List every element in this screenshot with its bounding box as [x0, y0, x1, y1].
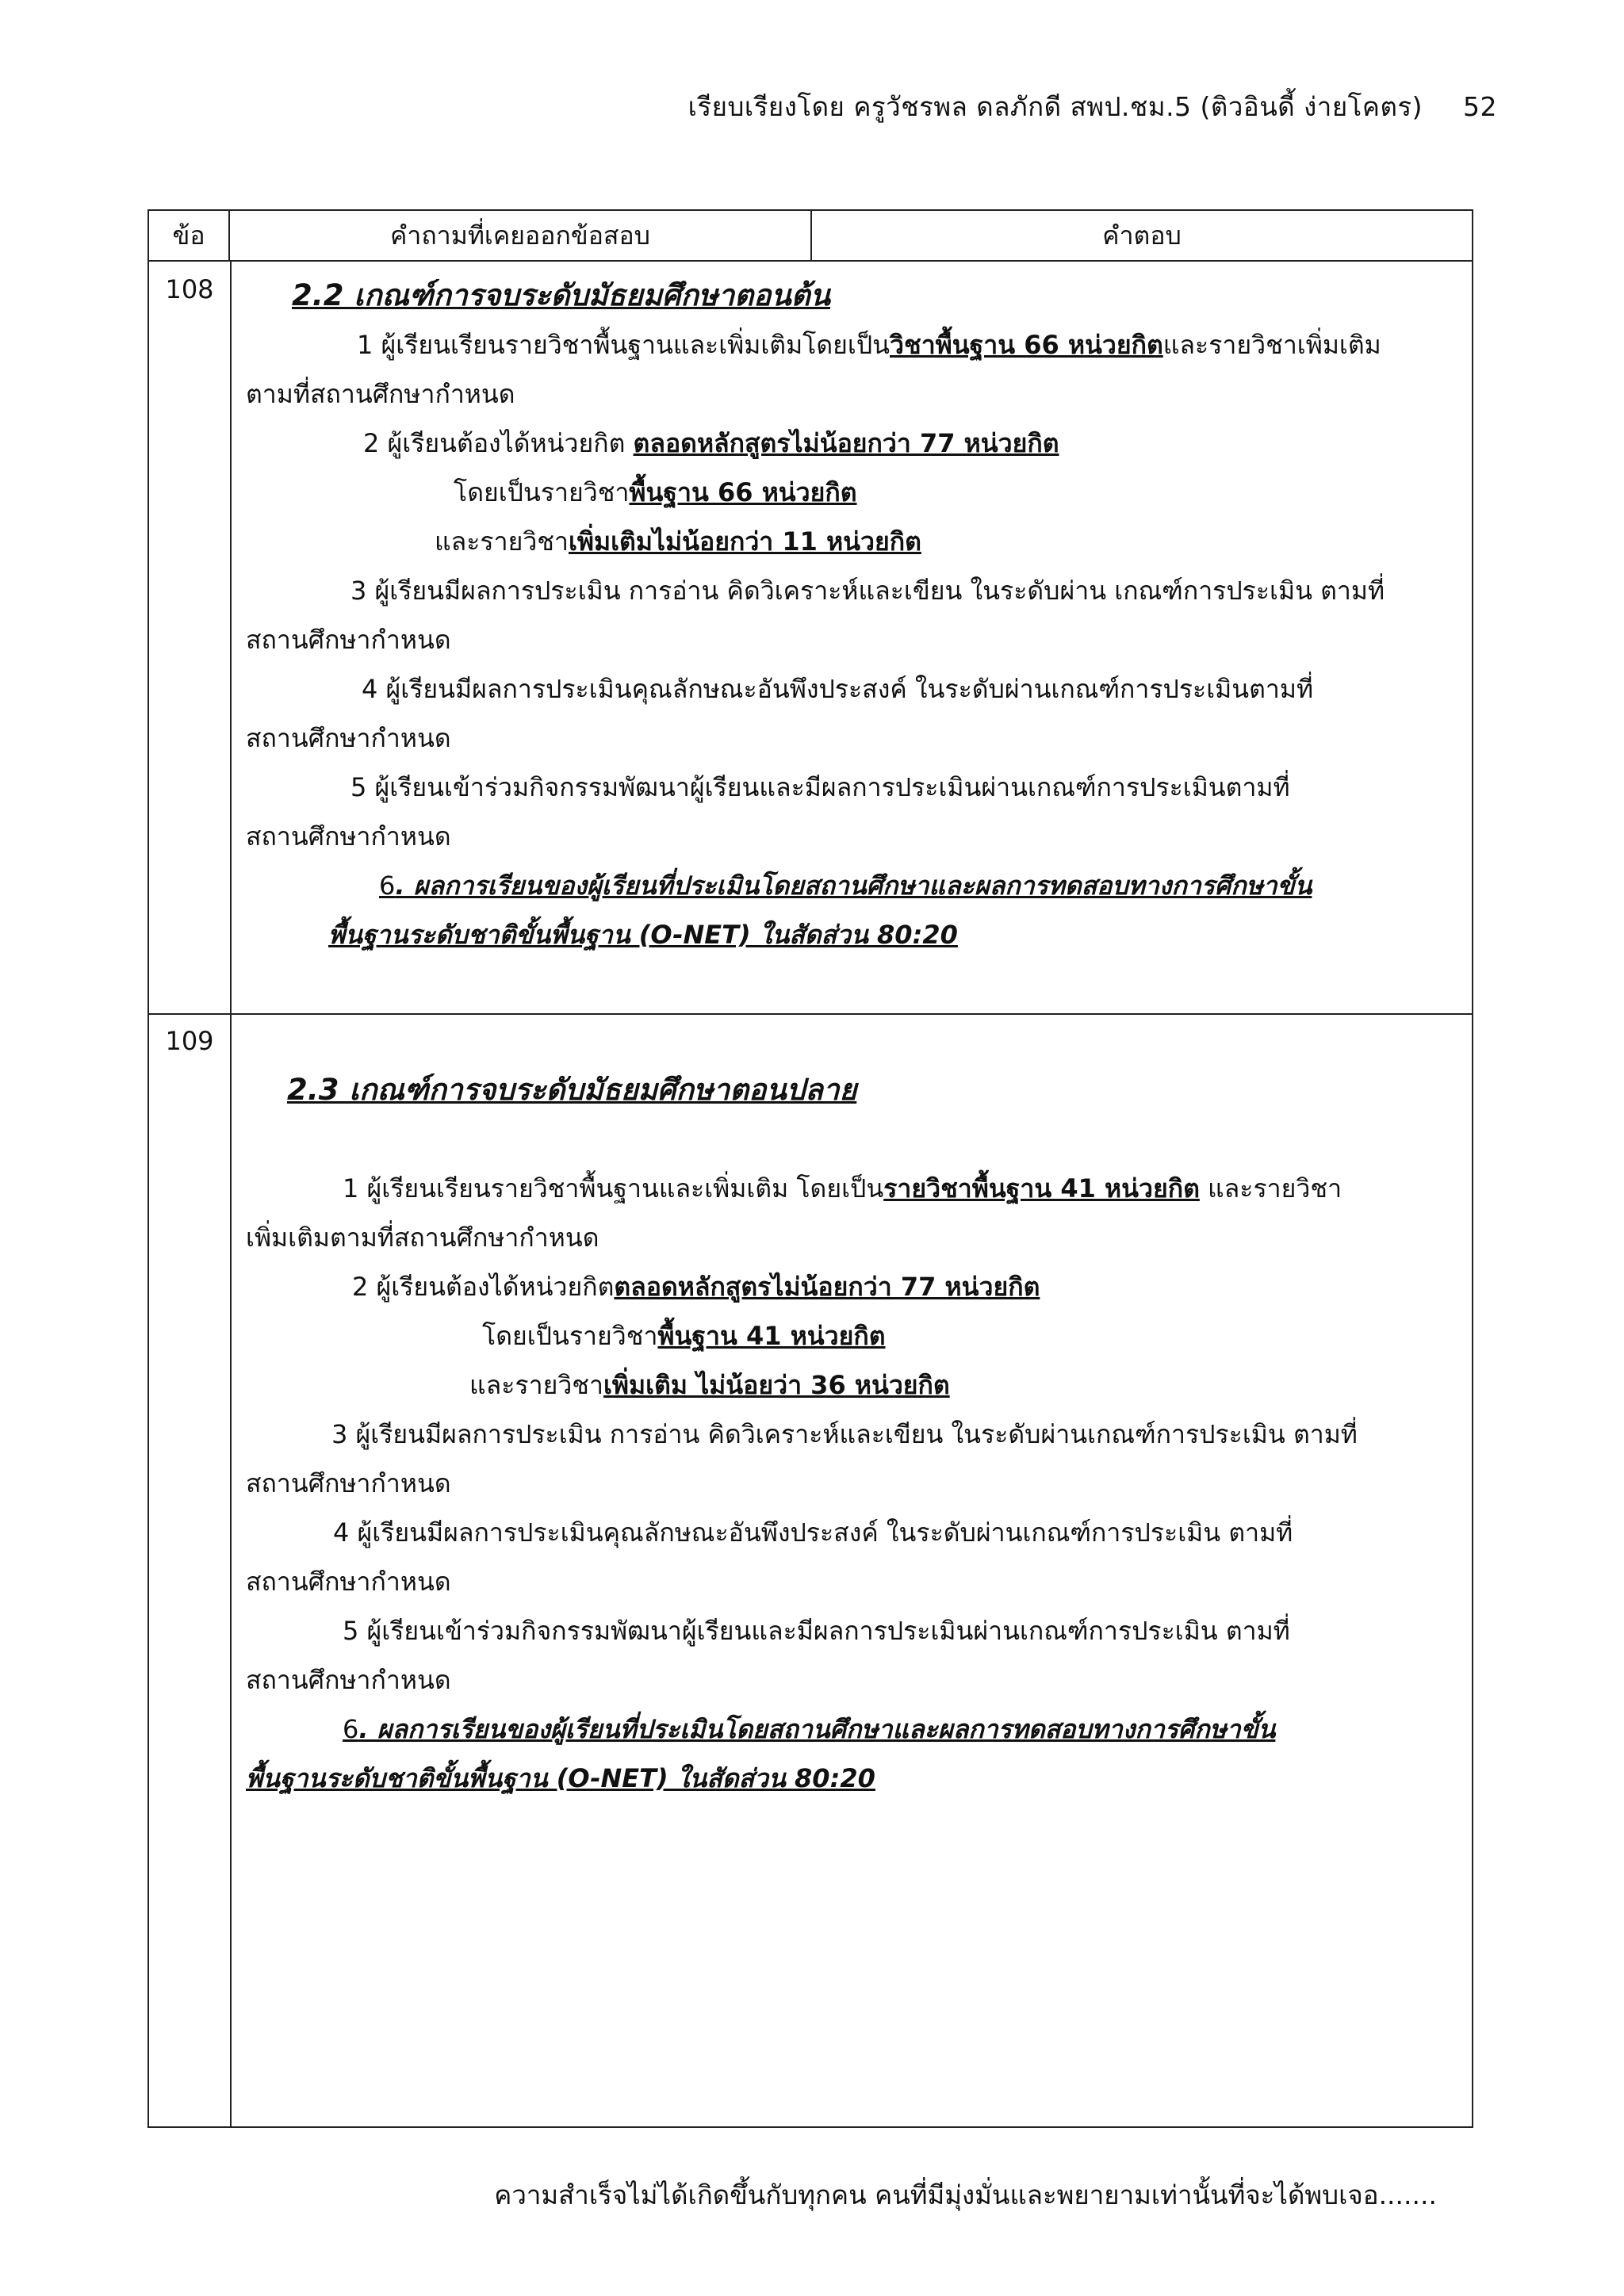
criterion-1-cont: เพิ่มเติมตามที่สถานศึกษากำหนด	[246, 1223, 599, 1253]
criterion-3: 3 ผู้เรียนมีผลการประเมิน การอ่าน คิดวิเคราะห์และเขียน ในระดับผ่านเกณฑ์การประเมิน ตามที่	[331, 1419, 1358, 1449]
spacer	[246, 1115, 1456, 1164]
criterion-2-basic: โดยเป็นรายวิชาพื้นฐาน 41 หน่วยกิต	[482, 1321, 886, 1351]
page-header	[688, 86, 1497, 128]
criterion-5: 5 ผู้เรียนเข้าร่วมกิจกรรมพัฒนาผู้เรียนและมีผลการประเมินผ่านเกณฑ์การประเมินตามที่	[350, 772, 1290, 802]
header-text: เรียบเรียงโดย ครูวัชรพล ดลภักดี สพป.ชม.5 (ติวอินดี้ ง่ายโคตร)	[688, 91, 1423, 122]
header-col-answer: คำตอบ	[1102, 220, 1182, 251]
criterion-6: 6. ผลการเรียนของผู้เรียนที่ประเมินโดยสถานศึกษาและผลการทดสอบทางการศึกษาขั้น	[343, 1714, 1276, 1744]
section-title-2-3: 2.3 เกณฑ์การจบระดับมัธยมศึกษาตอนปลาย	[287, 1073, 857, 1107]
criterion-1: 1 ผู้เรียนเรียนรายวิชาพื้นฐานและเพิ่มเติมโดยเป็นวิชาพื้นฐาน 66 หน่วยกิตและรายวิชาเพิ่มเติม	[357, 330, 1381, 360]
criterion-2-additional: และรายวิชาเพิ่มเติมไม่น้อยกว่า 11 หน่วยกิต	[435, 526, 921, 557]
row-divider	[149, 1013, 1472, 1015]
criterion-2-additional: และรายวิชาเพิ่มเติม ไม่น้อยว่า 36 หน่วยกิต	[469, 1370, 950, 1400]
header-col-question: คำถามที่เคยออกข้อสอบ	[230, 211, 812, 260]
criterion-3-cont: สถานศึกษากำหนด	[246, 625, 451, 655]
criterion-2: 2 ผู้เรียนต้องได้หน่วยกิตตลอดหลักสูตรไม่น้อยกว่า 77 หน่วยกิต	[352, 1272, 1040, 1302]
page-number: 52	[1463, 91, 1497, 122]
header-col-number: ข้อ	[149, 211, 230, 260]
criterion-6-cont: พื้นฐานระดับชาติขั้นพื้นฐาน (O-NET) ในสัดส่วน 80:20	[328, 920, 958, 950]
question-number-108: 108	[165, 274, 214, 304]
answer-109	[246, 1066, 1456, 1803]
question-number-109: 109	[165, 1026, 214, 1056]
criterion-1-cont: ตามที่สถานศึกษากำหนด	[246, 379, 515, 409]
criterion-5: 5 ผู้เรียนเข้าร่วมกิจกรรมพัฒนาผู้เรียนและมีผลการประเมินผ่านเกณฑ์การประเมิน ตามที่	[343, 1616, 1290, 1646]
criterion-4-cont: สถานศึกษากำหนด	[246, 1567, 451, 1597]
criterion-5-cont: สถานศึกษากำหนด	[246, 1665, 451, 1695]
criterion-2-basic: โดยเป็นรายวิชาพื้นฐาน 66 หน่วยกิต	[454, 477, 857, 507]
answer-108	[246, 271, 1456, 959]
section-title-2-2: 2.2 เกณฑ์การจบระดับมัธยมศึกษาตอนต้น	[292, 278, 830, 312]
criterion-3: 3 ผู้เรียนมีผลการประเมิน การอ่าน คิดวิเคราะห์และเขียน ในระดับผ่าน เกณฑ์การประเมิน ตามที่	[350, 576, 1385, 606]
criterion-5-cont: สถานศึกษากำหนด	[246, 821, 451, 851]
criterion-4-cont: สถานศึกษากำหนด	[246, 723, 451, 753]
criterion-6: 6. ผลการเรียนของผู้เรียนที่ประเมินโดยสถานศึกษาและผลการทดสอบทางการศึกษาขั้น	[379, 871, 1312, 901]
criterion-4: 4 ผู้เรียนมีผลการประเมินคุณลักษณะอันพึงประสงค์ ในระดับผ่านเกณฑ์การประเมินตามที่	[362, 674, 1314, 704]
column-divider	[230, 260, 232, 2126]
criterion-6-cont: พื้นฐานระดับชาติขั้นพื้นฐาน (O-NET) ในสัดส่วน 80:20	[246, 1763, 875, 1793]
qa-table	[147, 209, 1473, 2128]
criterion-4: 4 ผู้เรียนมีผลการประเมินคุณลักษณะอันพึงประสงค์ ในระดับผ่านเกณฑ์การประเมิน ตามที่	[333, 1517, 1293, 1548]
page-footer: ความสำเร็จไม่ได้เกิดขึ้นกับทุกคน คนที่มีมุ่งมั่นและพยายามเท่านั้นที่จะได้พบเจอ.......	[494, 2179, 1437, 2210]
criterion-2: 2 ผู้เรียนต้องได้หน่วยกิต ตลอดหลักสูตรไม่น้อยกว่า 77 หน่วยกิต	[363, 428, 1059, 458]
criterion-3-cont: สถานศึกษากำหนด	[246, 1468, 451, 1498]
criterion-1: 1 ผู้เรียนเรียนรายวิชาพื้นฐานและเพิ่มเติม โดยเป็นรายวิชาพื้นฐาน 41 หน่วยกิต และรายวิชา	[343, 1173, 1342, 1203]
table-header	[149, 211, 1472, 262]
